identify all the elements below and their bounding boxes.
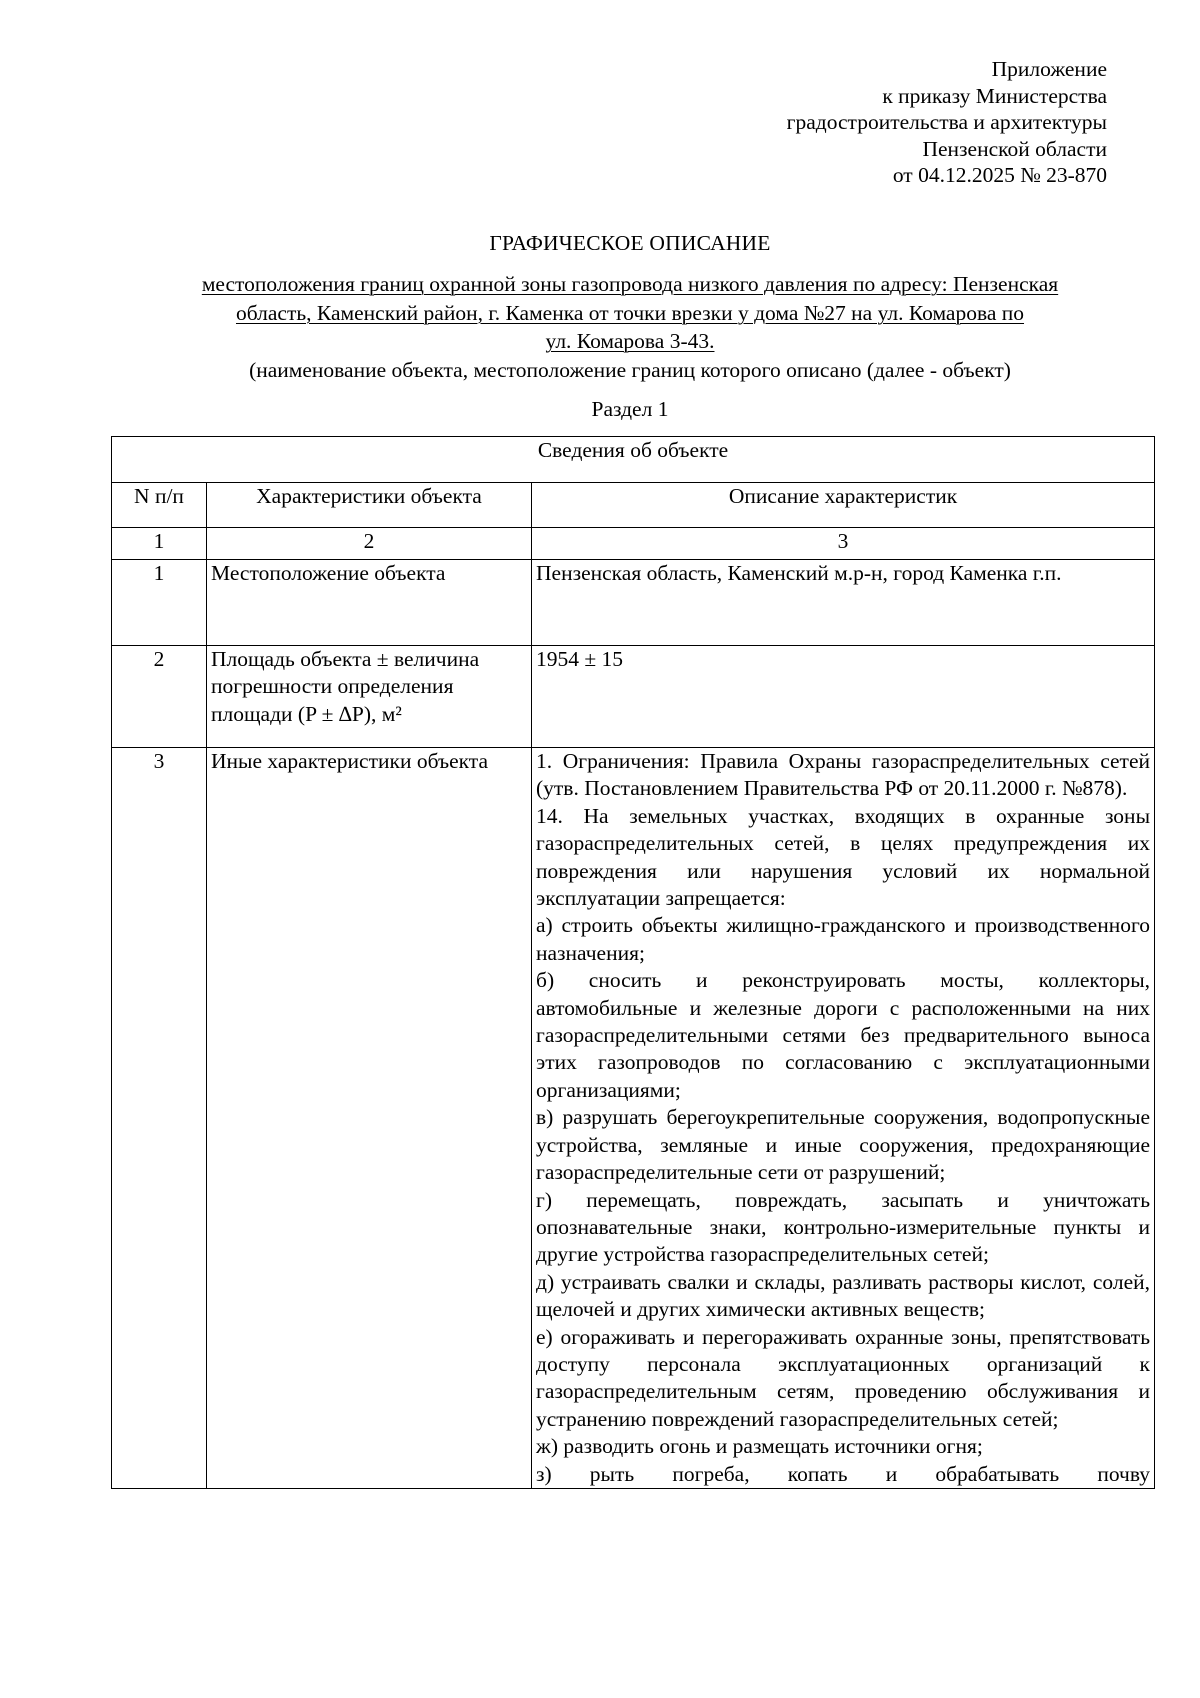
row-number: 3 [112, 748, 207, 1489]
appendix-block [507, 56, 1107, 189]
appendix-line: Пензенской области [922, 136, 1107, 161]
row-name: Иные характеристики объекта [207, 748, 532, 1489]
appendix-order-date: от 04.12.2025 № 23-870 [892, 163, 1107, 187]
restriction-paragraph: 14. На земельных участках, входящих в охранные зоны газораспределительных сетей, в целях предупреждения их повреждения или нарушения условий их нормальной эксплуатации запрещается: [536, 803, 1151, 911]
column-number: 2 [207, 528, 532, 560]
header-description: Описание характеристик [532, 483, 1155, 528]
table-row [112, 748, 1155, 1489]
row-value [532, 748, 1155, 1489]
appendix-line: к приказу Министерства [882, 83, 1107, 108]
row-number: 2 [112, 646, 207, 748]
restriction-item: д) устраивать свалки и склады, разливать растворы кислот, солей, щелочей и других химически активных веществ; [536, 1269, 1151, 1322]
column-number: 3 [532, 528, 1155, 560]
column-number-row [112, 528, 1155, 560]
row-name: Площадь объекта ± величина погрешности определения площади (P ± ∆P), м² [207, 646, 532, 748]
table-title: Сведения об объекте [112, 437, 1155, 483]
row-value: 1954 ± 15 [532, 646, 1155, 748]
restriction-item: б) сносить и реконструировать мосты, коллекторы, автомобильные и железные дороги с расположенными на них газораспределительными сетями без предварительного выноса этих газопроводов по согласованию с эксплуатационными организациями; [536, 968, 1151, 1102]
table-row [112, 560, 1155, 646]
restriction-item: ж) разводить огонь и размещать источники огня; [536, 1434, 983, 1459]
object-info-table [111, 436, 1155, 1489]
restriction-item: а) строить объекты жилищно-гражданского и производственного назначения; [536, 913, 1151, 965]
appendix-line: Приложение [991, 57, 1107, 81]
header-number: N п/п [112, 483, 207, 528]
object-name-line: ул. Комарова 3-43. [545, 329, 715, 353]
row-name: Местоположение объекта [207, 560, 532, 646]
restriction-item: з) рыть погреба, копать и обрабатывать почву [536, 1461, 1151, 1486]
document-title: ГРАФИЧЕСКОЕ ОПИСАНИЕ [489, 231, 771, 255]
appendix-line: градостроительства и архитектуры [786, 110, 1107, 134]
row-value: Пензенская область, Каменский м.р-н, город Каменка г.п. [532, 560, 1155, 646]
object-caption: (наименование объекта, местоположение границ которого описано (далее - объект) [249, 357, 1011, 382]
table-row [112, 646, 1155, 748]
restriction-item: е) огораживать и перегораживать охранные зоны, препятствовать доступу персонала эксплуатационных организаций к газораспределительным сетям, проведению обслуживания и устранению повреждений газораспределительных сетей; [536, 1324, 1151, 1431]
table-header-row [112, 483, 1155, 528]
header-characteristics: Характеристики объекта [207, 483, 532, 528]
section-label: Раздел 1 [591, 397, 669, 421]
object-name-line: местоположения границ охранной зоны газопровода низкого давления по адресу: Пензенская [201, 272, 1059, 296]
restriction-item: г) перемещать, повреждать, засыпать и уничтожать опознавательные знаки, контрольно-измерительные пункты и другие устройства газораспределительных сетей; [536, 1187, 1151, 1267]
row-number: 1 [112, 560, 207, 646]
column-number: 1 [112, 528, 207, 560]
restriction-paragraph: 1. Ограничения: Правила Охраны газораспределительных сетей (утв. Постановлением Правительства РФ от 20.11.2000 г. №878). [536, 749, 1151, 801]
object-name [130, 270, 1130, 384]
table-title-row [112, 437, 1155, 483]
restriction-item: в) разрушать берегоукрепительные сооружения, водопропускные устройства, земляные и иные сооружения, предохраняющие газораспределительные сети от разрушений; [536, 1105, 1151, 1185]
object-name-line: область, Каменский район, г. Каменка от точки врезки у дома №27 на ул. Комарова по [235, 300, 1025, 325]
